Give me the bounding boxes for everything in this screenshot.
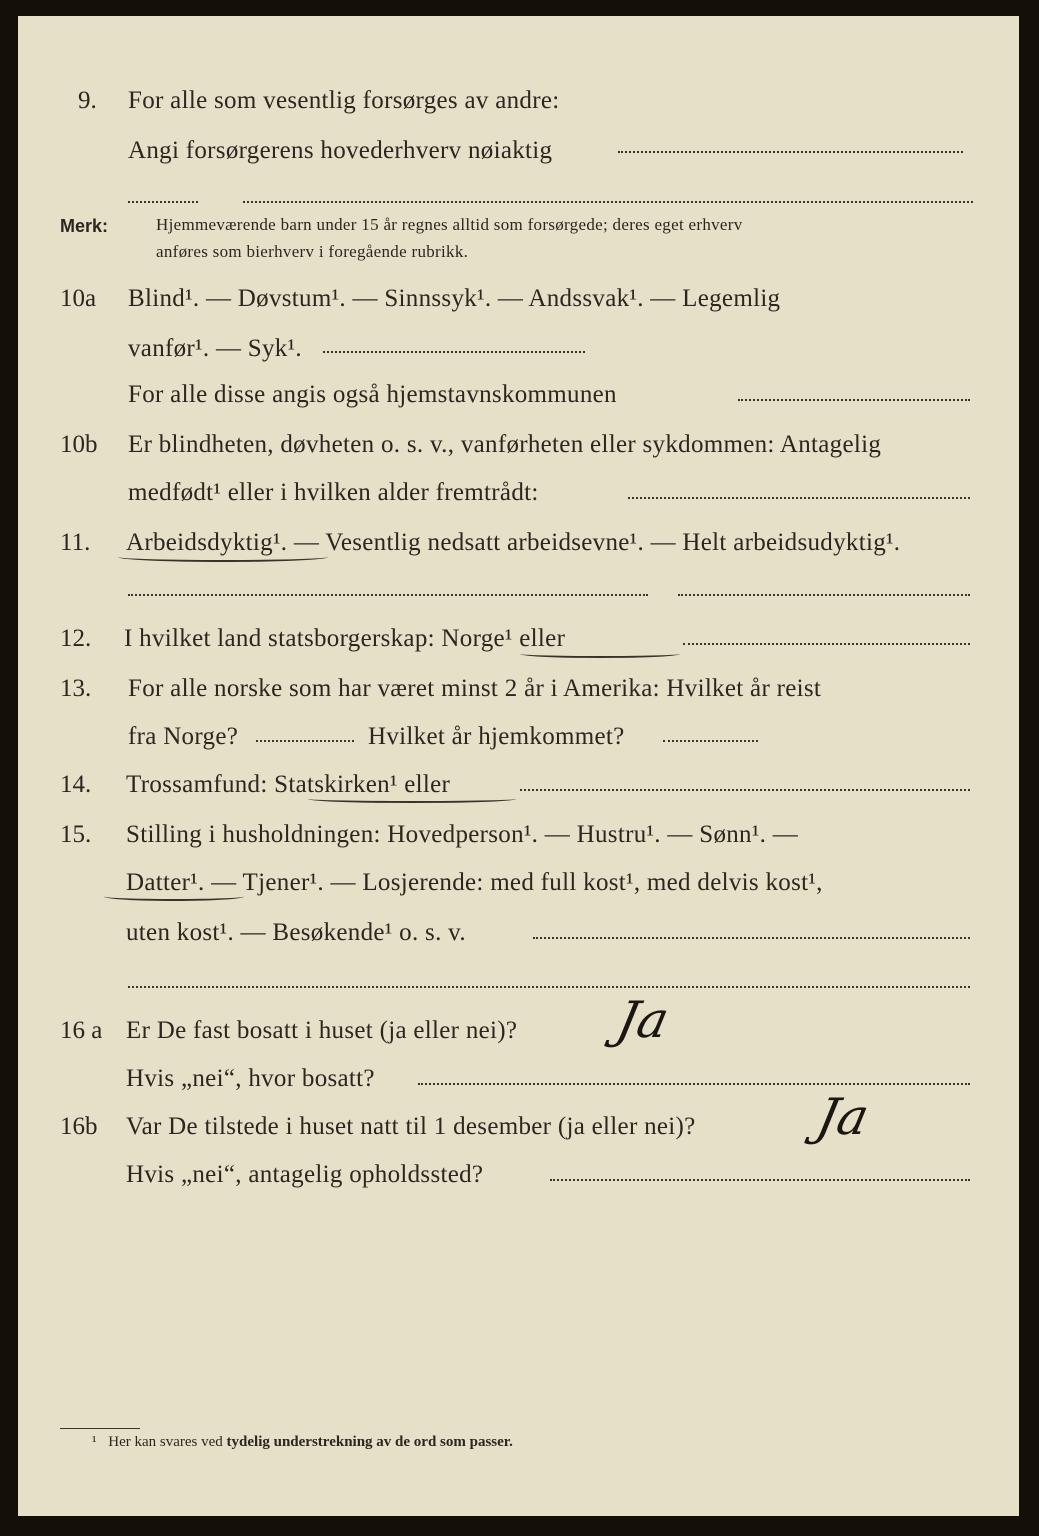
- q12-answer-line: [683, 643, 970, 645]
- q15-line3: uten kost¹. — Besøkende¹ o. s. v.: [126, 919, 466, 946]
- q10a-line3: For alle disse angis også hjemstavnskommunen: [128, 381, 617, 408]
- q15-number: 15.: [60, 821, 92, 848]
- q16a-line1: Er De fast bosatt i huset (ja eller nei)?: [126, 1017, 518, 1044]
- q10a-home-line: [738, 399, 970, 401]
- q10b-line1: Er blindheten, døvheten o. s. v., vanførheten eller sykdommen: Antagelig: [128, 431, 882, 458]
- q13-departure-line: [256, 740, 354, 742]
- q9-extra-line-a: [128, 201, 198, 203]
- q14-answer-line: [520, 789, 970, 791]
- q16a-number: 16 a: [60, 1017, 103, 1044]
- merk-line1: Hjemmeværende barn under 15 år regnes alltid som forsørgede; deres eget erhverv: [156, 215, 743, 234]
- q10a-line2: vanfør¹. — Syk¹.: [128, 335, 302, 362]
- q14-number: 14.: [60, 771, 92, 798]
- q15-answer-line: [533, 937, 970, 939]
- q12-number: 12.: [60, 625, 92, 652]
- q16b-number: 16b: [60, 1113, 98, 1140]
- q10b-line2: medfødt¹ eller i hvilken alder fremtrådt:: [128, 479, 539, 506]
- q9-extra-line-b: [243, 201, 973, 203]
- q11-extra-line-a: [128, 594, 648, 596]
- q11-line1: Arbeidsdyktig¹. — Vesentlig nedsatt arbeidsevne¹. — Helt arbeidsudyktig¹.: [126, 529, 901, 556]
- q12-handwritten-underline: [520, 650, 680, 658]
- census-form-page: [18, 16, 1019, 1516]
- footnote-mark: ¹: [92, 1434, 97, 1450]
- q16b-line1: Var De tilstede i huset natt til 1 desember (ja eller nei)?: [126, 1113, 696, 1140]
- q13-line2b: Hvilket år hjemkommet?: [368, 723, 625, 750]
- q10a-number: 10a: [60, 285, 97, 312]
- merk-line2: anføres som bierhverv i foregående rubrikk.: [156, 242, 469, 261]
- q13-return-line: [663, 740, 758, 742]
- q9-number: 9.: [78, 87, 97, 114]
- q11-handwritten-underline: [118, 552, 328, 562]
- q15-line2: Datter¹. — Tjener¹. — Losjerende: med full kost¹, med delvis kost¹,: [126, 869, 823, 896]
- q16a-handwritten-answer: Ja: [611, 991, 675, 1049]
- q14-handwritten-underline: [308, 795, 516, 803]
- q10a-sick-line: [323, 351, 585, 353]
- q16a-answer-line: [418, 1083, 970, 1085]
- q13-line1: For alle norske som har været minst 2 år i Amerika: Hvilket år reist: [128, 675, 822, 702]
- q12-line1: I hvilket land statsborgerskap: Norge¹ eller: [124, 625, 566, 652]
- q16b-answer-line: [550, 1179, 970, 1181]
- q16a-line2: Hvis „nei“, hvor bosatt?: [126, 1065, 375, 1092]
- q15-extra-line: [128, 986, 970, 988]
- q9-line2: Angi forsørgerens hovederhverv nøiaktig: [128, 137, 553, 164]
- q9-answer-line: [618, 151, 963, 153]
- q15-line1: Stilling i husholdningen: Hovedperson¹. — Hustru¹. — Sønn¹. —: [126, 821, 799, 848]
- footnote-text-bold: tydelig understrekning av de ord som passer.: [226, 1434, 513, 1450]
- merk-label: Merk:: [60, 216, 109, 236]
- footnote-text-plain: Her kan svares ved: [108, 1434, 223, 1450]
- footnote-rule: [60, 1428, 140, 1429]
- q9-line1: For alle som vesentlig forsørges av andre:: [128, 87, 560, 114]
- q11-extra-line-b: [678, 594, 970, 596]
- q16b-line2: Hvis „nei“, antagelig opholdssted?: [126, 1161, 484, 1188]
- q10a-line1: Blind¹. — Døvstum¹. — Sinnssyk¹. — Andssvak¹. — Legemlig: [128, 285, 781, 312]
- q10b-answer-line: [628, 497, 970, 499]
- q16b-handwritten-answer: Ja: [811, 1088, 875, 1146]
- q15-handwritten-underline: [104, 892, 244, 901]
- q11-number: 11.: [60, 529, 91, 556]
- q13-line2a: fra Norge?: [128, 723, 239, 750]
- q14-line1: Trossamfund: Statskirken¹ eller: [126, 771, 451, 798]
- q13-number: 13.: [60, 675, 92, 702]
- footnote: [92, 1434, 513, 1451]
- q10b-number: 10b: [60, 431, 98, 458]
